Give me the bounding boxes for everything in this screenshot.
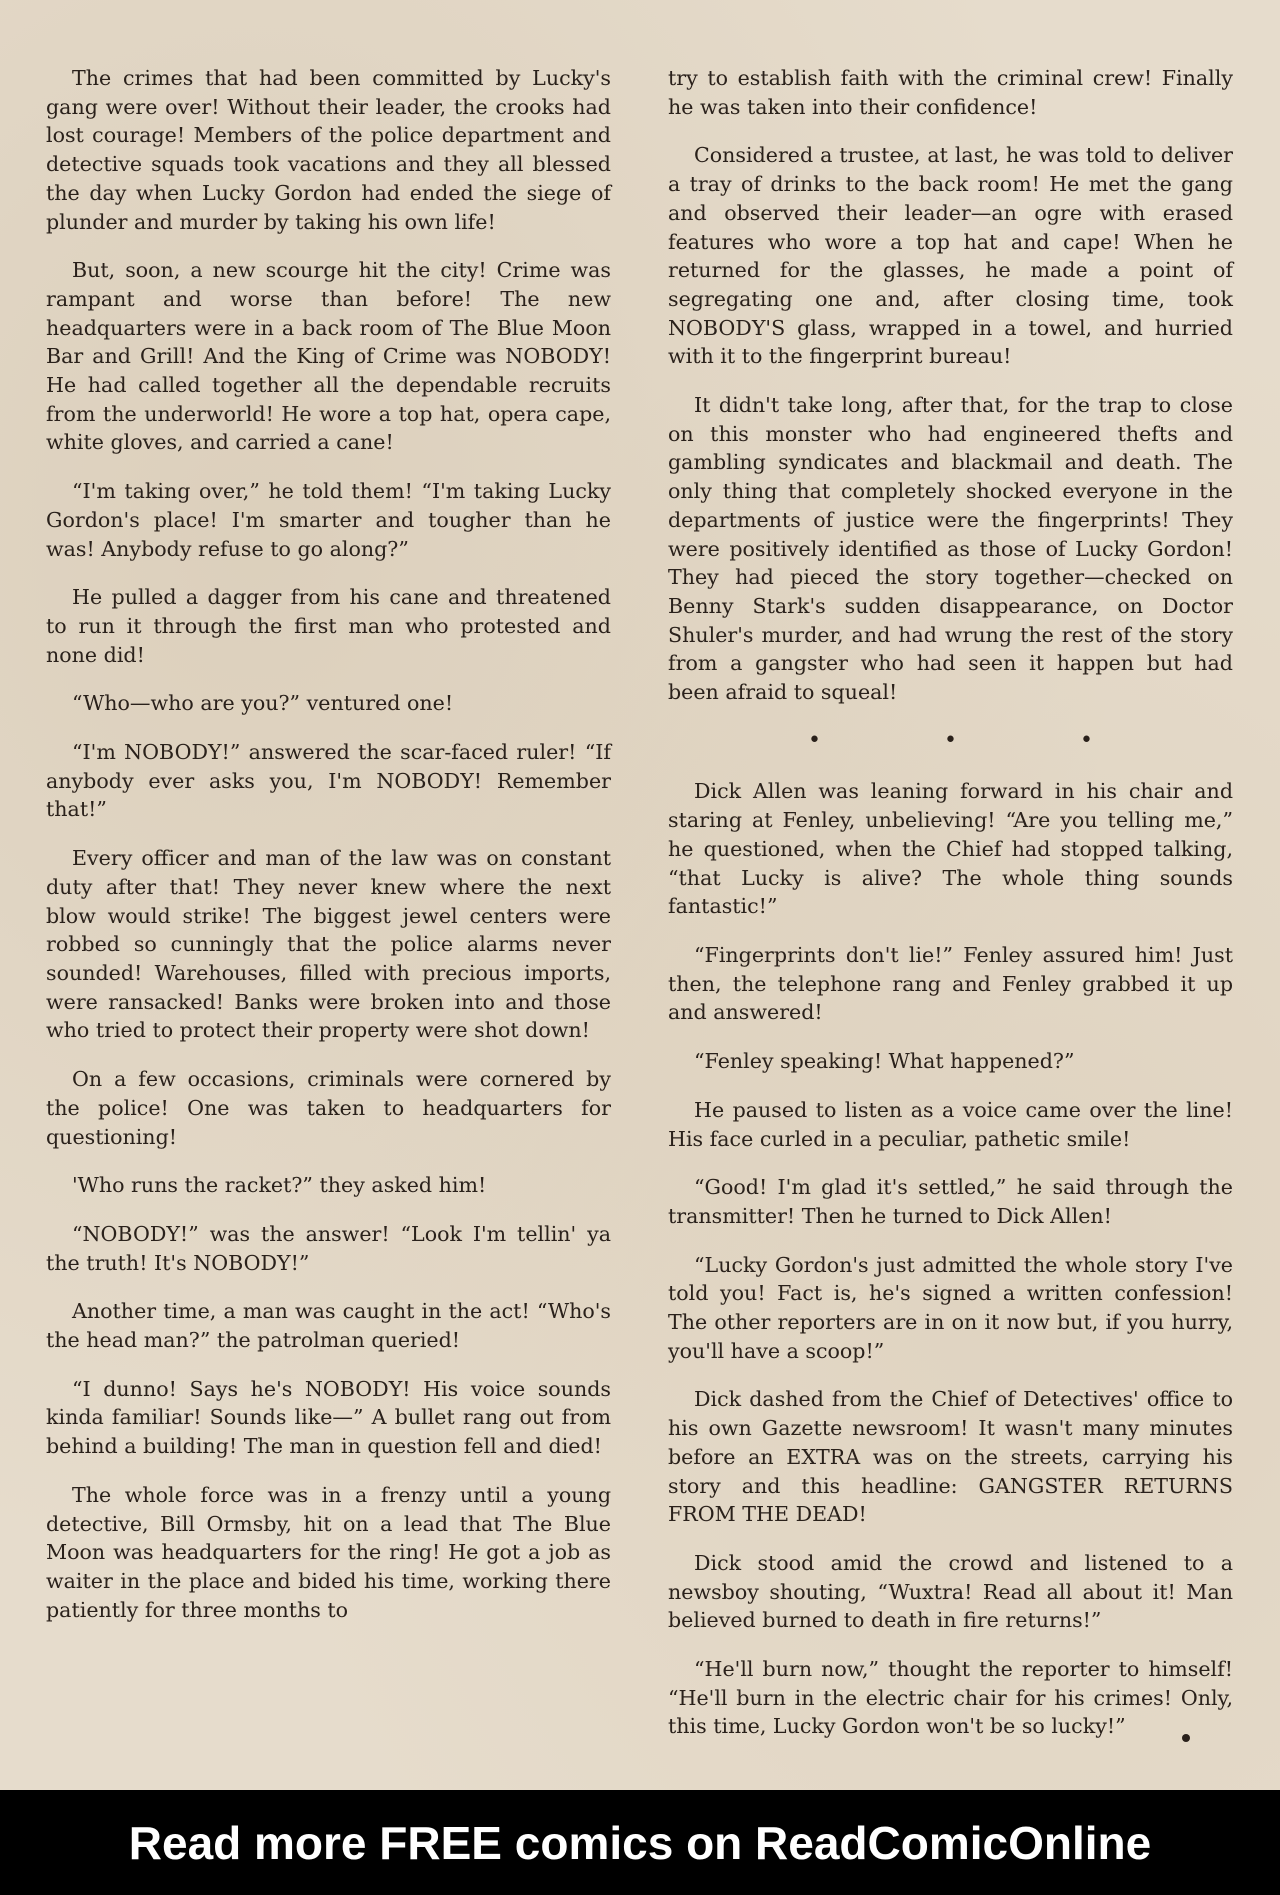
paragraph: It didn't take long, after that, for the trap to close on this monster who had engineered thefts and gambling syndicates and blackmail and death. The only thing that completely shocked everyone in the departments of justice were the fingerprints! They were positively identified as those of Lucky Gordon! They had pieced the story together—checked on Benny Stark's sudden disappearance, on Doctor Shuler's murder, and had wrung the rest of the story from a gangster who had seen it happen but had been afraid to squeal! [668,393,1233,705]
paragraph: “Lucky Gordon's just admitted the whole story I've told you! Fact is, he's signed a written confession! The other reporters are in on it now but, if you hurry, you'll have a scoop!” [668,1252,1233,1363]
paragraph: “Good! I'm glad it's settled,” he said through the transmitter! Then he turned to Dick Allen! [668,1175,1233,1228]
paragraph: He paused to listen as a voice came over the line! His face curled in a peculiar, pathetic smile! [668,1097,1233,1151]
paragraph: The whole force was in a frenzy until a young detective, Bill Ormsby, hit on a lead that The Blue Moon was headquarters for the ring! He got a job as waiter in the place and bided his time, working there patiently for three months to [46,1482,611,1622]
section-separator: • • • [808,727,1151,753]
paragraph: Considered a trustee, at last, he was told to deliver a tray of drinks to the back room! He met the gang and observed their leader—an ogre with erased features who wore a top hat and cape! When he returned for the glasses, he made a point of segregating one and, after closing time, took NOBODY'S glass, wrapped in a towel, and hurried with it to the fingerprint bureau! [668,143,1233,369]
paragraph: Dick stood amid the crowd and listened to a newsboy shouting, “Wuxtra! Read all about it! Man believed burned to death in fire returns!” [668,1550,1233,1633]
paragraph: But, soon, a new scourge hit the city! Crime was rampant and worse than before! The new headquarters were in a back room of The Blue Moon Bar and Grill! And the King of Crime was NOBODY! He had called together all the dependable recruits from the underworld! He wore a top hat, opera cape, white gloves, and carried a cane! [46,258,611,455]
end-mark [1182,1734,1190,1742]
paragraph: “Who—who are you?” ventured one! [72,691,454,716]
paragraph: On a few occasions, criminals were cornered by the police! One was taken to headquarters for questioning! [46,1067,611,1149]
paragraph: “Fenley speaking! What happened?” [694,1049,1075,1074]
paragraph: “He'll burn now,” thought the reporter to himself! “He'll burn in the electric chair for his crimes! Only, this time, Lucky Gordon won't be so lucky!” [668,1657,1233,1739]
paragraph: Another time, a man was caught in the act! “Who's the head man?” the patrolman queried! [46,1299,611,1353]
paragraph: “NOBODY!” was the answer! “Look I'm tellin' ya the truth! It's NOBODY!” [46,1221,611,1275]
paragraph: “I'm NOBODY!” answered the scar-faced ruler! “If anybody ever asks you, I'm NOBODY! Remember that!” [46,740,611,822]
paragraph: The crimes that had been committed by Lucky's gang were over! Without their leader, the crooks had lost courage! Members of the police department and detective squads took vacations and they all blessed the day when Lucky Gordon had ended the siege of plunder and murder by taking his own life! [46,66,611,234]
paragraph: “Fingerprints don't lie!” Fenley assured him! Just then, the telephone rang and Fenley grabbed it up and answered! [668,942,1233,1025]
paragraph: “I dunno! Says he's NOBODY! His voice sounds kinda familiar! Sounds like—” A bullet rang out from behind a building! The man in question fell and died! [46,1376,611,1459]
paragraph: He pulled a dagger from his cane and threatened to run it through the first man who protested and none did! [46,585,611,667]
paragraph: Every officer and man of the law was on constant duty after that! They never knew where the next blow would strike! The biggest jewel centers were robbed so cunningly that the police alarms never sounded! Warehouses, filled with precious imports, were ransacked! Banks were broken into and those who tried to protect their property were shot down! [46,846,611,1043]
paragraph-continued: try to establish faith with the criminal crew! Finally he was taken into their confidence! [668,66,1233,119]
paragraph: Dick dashed from the Chief of Detectives' office to his own Gazette newsroom! It wasn't many minutes before an EXTRA was on the streets, carrying his story and this headline: GANGSTER RETURNS FROM THE DEAD! [668,1387,1233,1527]
promo-banner: Read more FREE comics on ReadComicOnline [128,1816,1152,1869]
paragraph: 'Who runs the racket?” they asked him! [72,1173,487,1198]
left-column [46,64,611,1644]
paragraph: Dick Allen was leaning forward in his chair and staring at Fenley, unbelieving! “Are you telling me,” he questioned, when the Chief had stopped talking, “that Lucky is alive? The whole thing sounds fantastic!” [668,779,1233,919]
right-column [668,64,1233,1761]
paragraph: “I'm taking over,” he told them! “I'm taking Lucky Gordon's place! I'm smarter and tougher than he was! Anybody refuse to go along?” [46,479,611,561]
